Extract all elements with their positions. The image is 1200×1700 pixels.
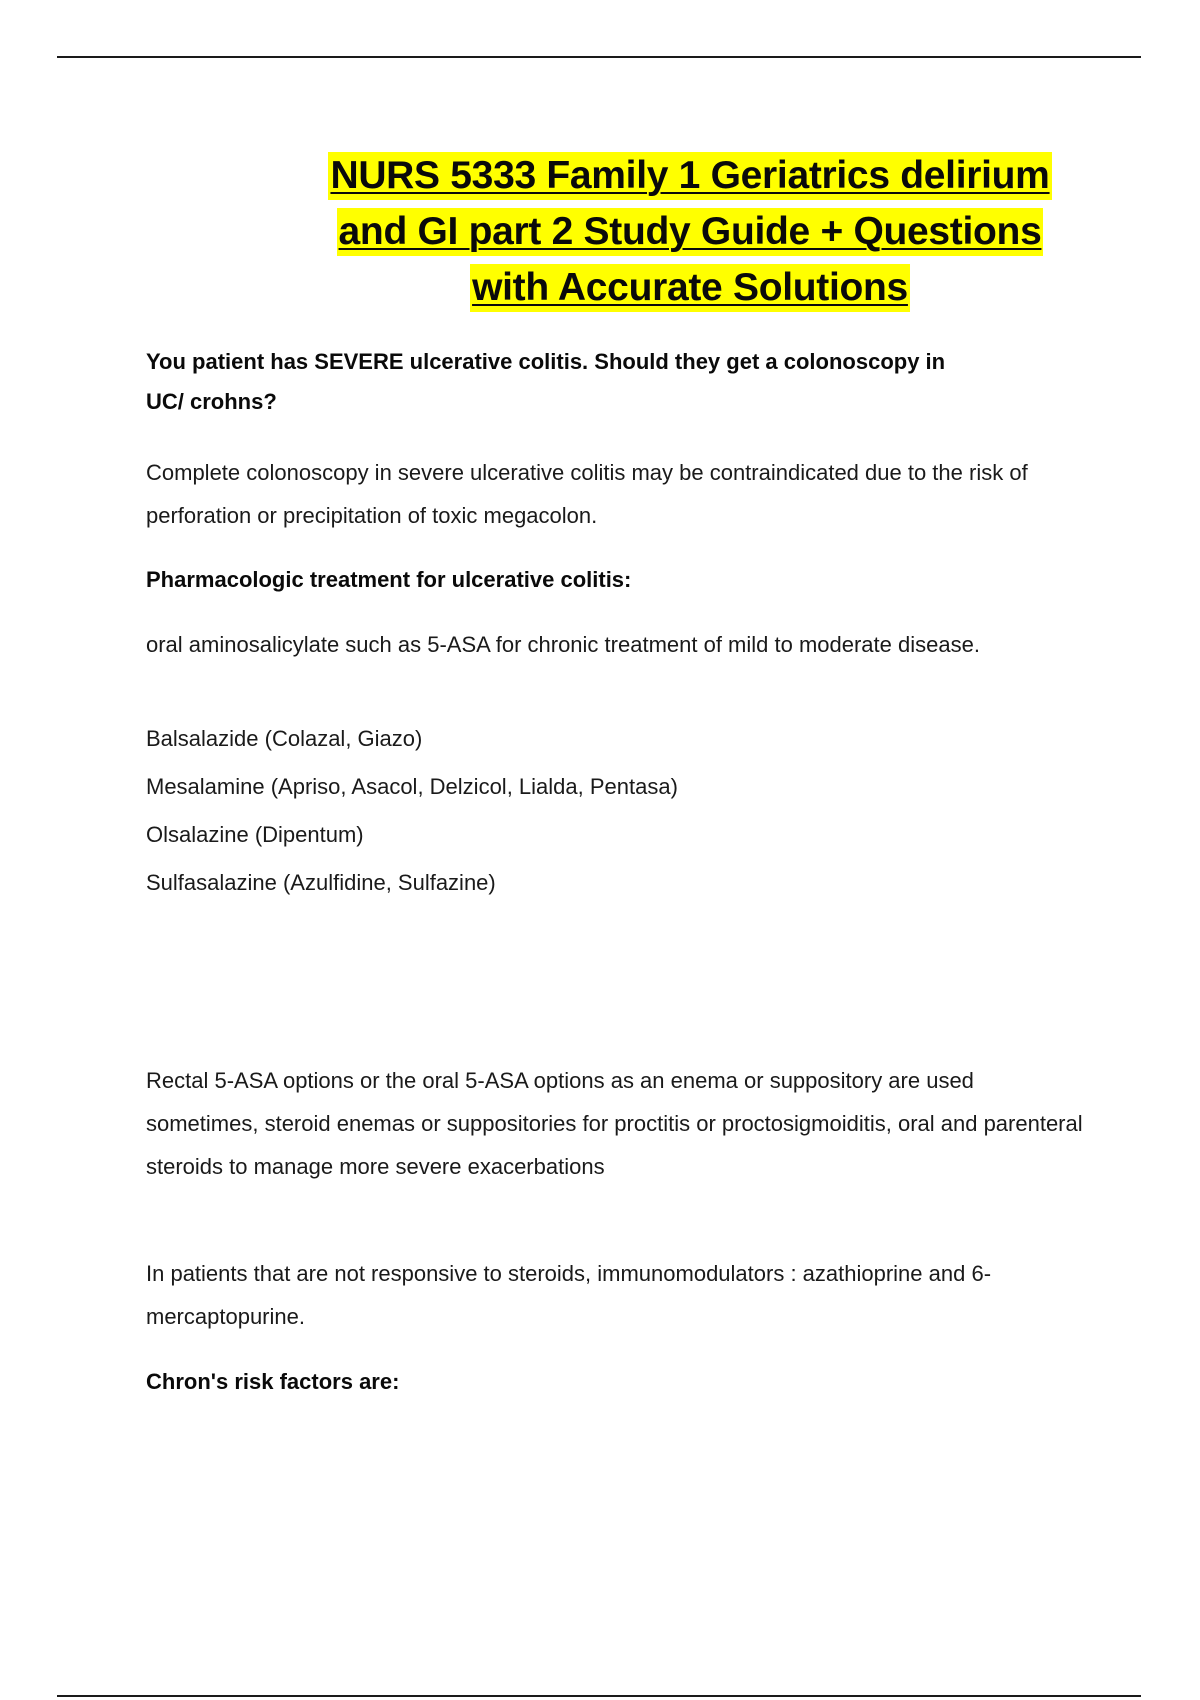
drug-item: Balsalazide (Colazal, Giazo) — [146, 726, 423, 751]
title-line-2: and GI part 2 Study Guide + Questions — [337, 208, 1044, 256]
top-rule — [57, 56, 1141, 58]
title-line-3: with Accurate Solutions — [470, 264, 910, 312]
drug-item: Olsalazine (Dipentum) — [146, 822, 364, 847]
answer-aminosalicylate: oral aminosalicylate such as 5-ASA for chronic treatment of mild to moderate disease. — [146, 632, 980, 657]
answer-rectal-options: Rectal 5-ASA options or the oral 5-ASA options as an enema or suppository are used sometimes, steroid enemas or suppositories for proctitis or proctosigmoiditis, oral and parenteral steroids to manage more severe exacerbations — [146, 1068, 1083, 1179]
drug-item: Mesalamine (Apriso, Asacol, Delzicol, Lialda, Pentasa) — [146, 774, 678, 799]
title-line-1: NURS 5333 Family 1 Geriatrics delirium — [328, 152, 1051, 200]
document-title — [300, 152, 1080, 320]
question-pharmacologic-treatment: Pharmacologic treatment for ulcerative colitis: — [146, 567, 632, 592]
answer-colonoscopy: Complete colonoscopy in severe ulcerative colitis may be contraindicated due to the risk of perforation or precipitation of toxic megacolon. — [146, 460, 1028, 528]
question-crohns-risk-factors: Chron's risk factors are: — [146, 1369, 400, 1394]
question-colonoscopy: You patient has SEVERE ulcerative colitis. Should they get a colonoscopy in UC/ crohns? — [146, 349, 946, 414]
bottom-rule — [57, 1695, 1141, 1697]
answer-immunomodulators: In patients that are not responsive to steroids, immunomodulators : azathioprine and 6-mercaptopurine. — [146, 1261, 992, 1329]
drug-item: Sulfasalazine (Azulfidine, Sulfazine) — [146, 870, 496, 895]
